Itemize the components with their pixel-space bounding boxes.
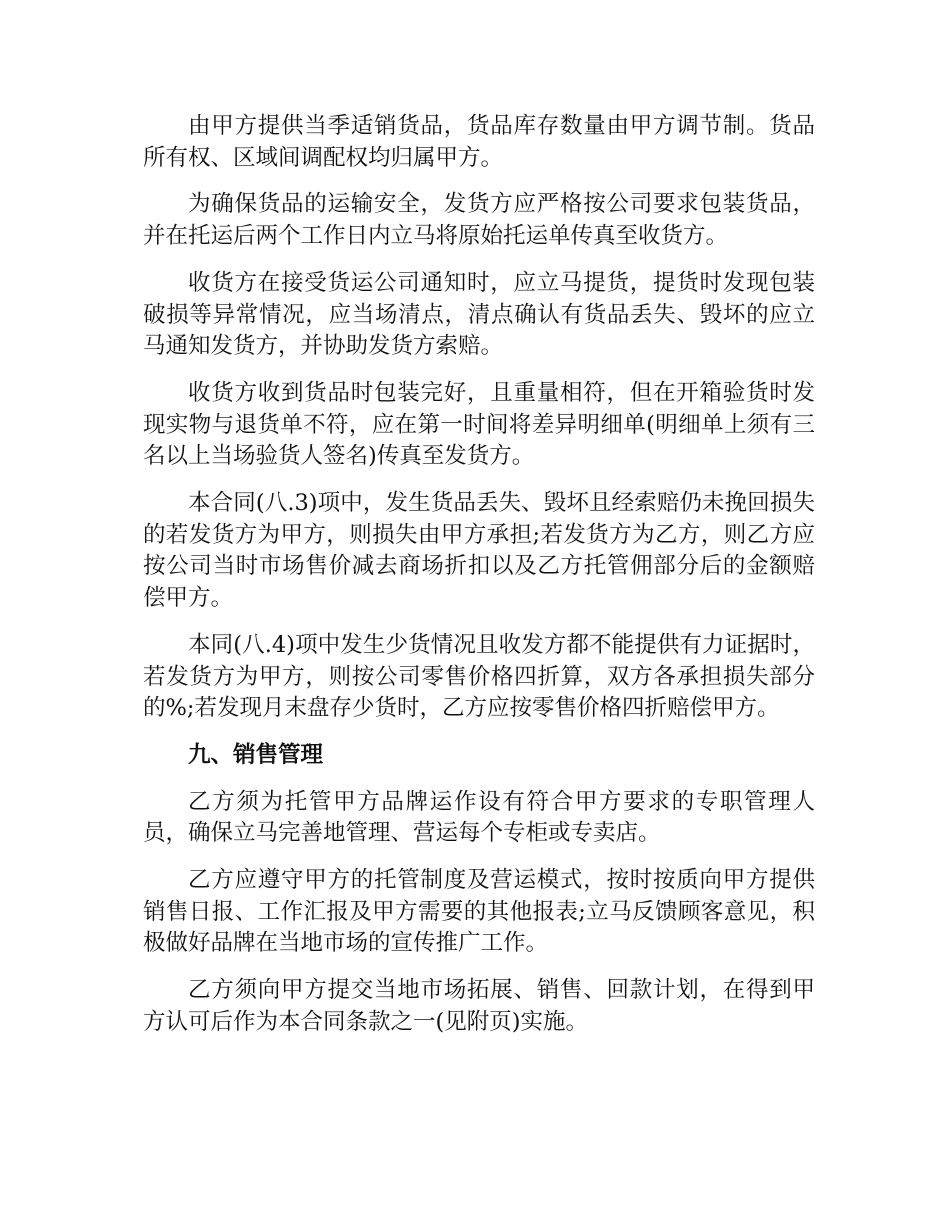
paragraph: 由甲方提供当季适销货品，货品库存数量由甲方调节制。货品所有权、区域间调配权均归属甲方。 bbox=[143, 113, 815, 171]
section-heading: 九、销售管理 bbox=[188, 741, 324, 768]
paragraph: 收货方在接受货运公司通知时，应立马提货，提货时发现包装破损等异常情况，应当场清点，清点确认有货品丢失、毁坏的应立马通知发货方，并协助发货方索赔。 bbox=[143, 269, 815, 360]
paragraph: 乙方须向甲方提交当地市场拓展、销售、回款计划，在得到甲方认可后作为本合同条款之一(见附页)实施。 bbox=[143, 977, 815, 1035]
paragraph: 乙方应遵守甲方的托管制度及营运模式，按时按质向甲方提供销售日报、工作汇报及甲方需要的其他报表;立马反馈顾客意见，积极做好品牌在当地市场的宣传推广工作。 bbox=[143, 867, 815, 957]
paragraph: 本同(八.4)项中发生少货情况且收发方都不能提供有力证据时，若发货方为甲方，则按公司零售价格四折算，双方各承担损失部分的%;若发现月末盘存少货时，乙方应按零售价格四折赔偿甲方。 bbox=[143, 631, 815, 722]
paragraph: 收货方收到货品时包装完好，且重量相符，但在开箱验货时发现实物与退货单不符，应在第一时间将差异明细单(明细单上须有三名以上当场验货人签名)传真至发货方。 bbox=[143, 379, 815, 470]
paragraph: 本合同(八.3)项中，发生货品丢失、毁坏且经索赔仍未挽回损失的若发货方为甲方，则损失由甲方承担;若发货方为乙方，则乙方应按公司当时市场售价减去商场折扣以及乙方托管佣部分后的金额赔偿甲方。 bbox=[143, 490, 815, 612]
paragraph: 为确保货品的运输安全，发货方应严格按公司要求包装货品，并在托运后两个工作日内立马将原始托运单传真至收货方。 bbox=[143, 191, 815, 250]
document-page bbox=[143, 111, 815, 1054]
paragraph: 乙方须为托管甲方品牌运作设有符合甲方要求的专职管理人员，确保立马完善地管理、营运每个专柜或专卖店。 bbox=[143, 788, 815, 847]
